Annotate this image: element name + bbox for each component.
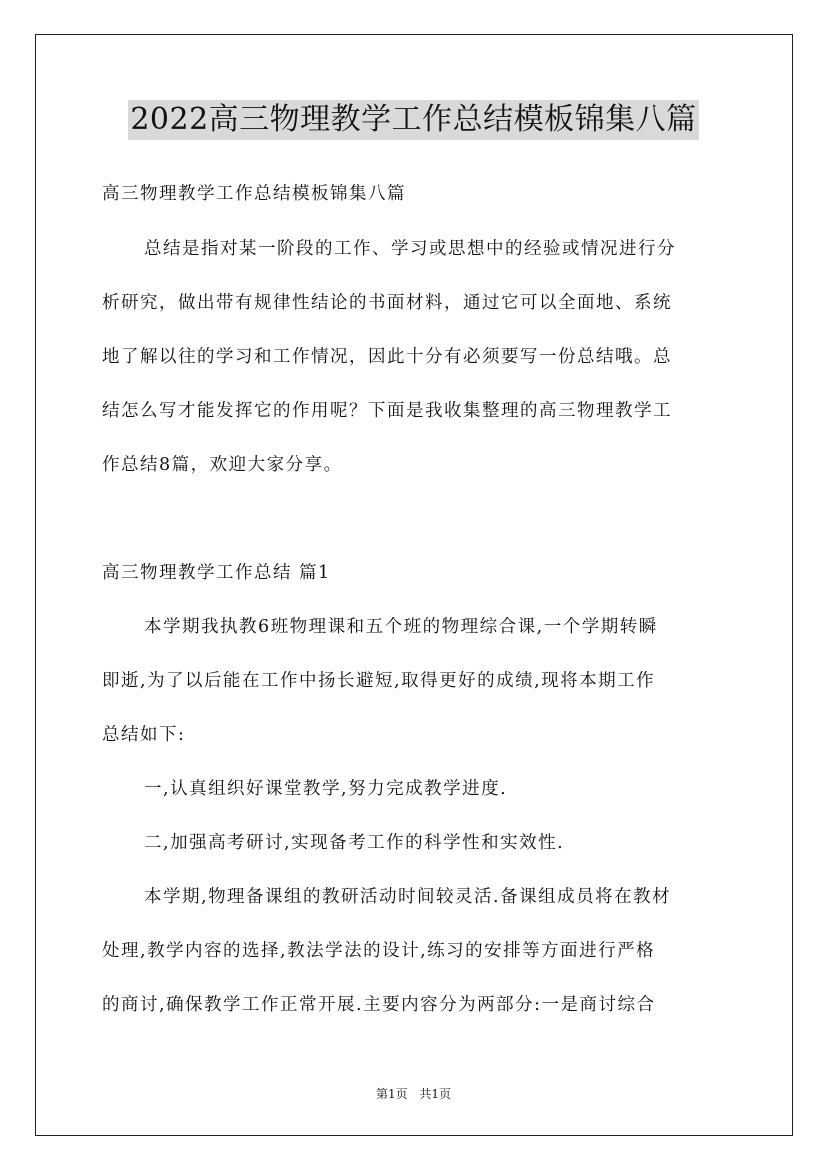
body-line: 本学期我执教6班物理课和五个班的物理综合课,一个学期转瞬 [144,617,658,637]
body-line: 总结如下: [102,725,186,745]
body-line: 即逝,为了以后能在工作中扬长避短,取得更好的成绩,现将本期工作 [102,671,656,691]
body-line: 一,认真组织好课堂教学,努力完成教学进度. [144,779,508,799]
page-footer [0,1087,827,1101]
intro-line: 总结是指对某一阶段的工作、学习或思想中的经验或情况进行分 [144,239,676,259]
intro-line: 析研究，做出带有规律性结论的书面材料，通过它可以全面地、系统 [102,293,672,313]
body-line: 二,加强高考研讨,实现备考工作的科学性和实效性. [144,833,565,853]
intro-line: 结怎么写才能发挥它的作用呢？下面是我收集整理的高三物理教学工 [102,401,672,421]
section-heading: 高三物理教学工作总结 篇1 [102,563,331,583]
intro-line: 作总结8篇，欢迎大家分享。 [102,455,343,475]
body-line: 处理,教学内容的选择,教法学法的设计,练习的安排等方面进行严格 [102,941,656,961]
page-total: 共1页 [419,1087,452,1101]
body-line: 的商讨,确保教学工作正常开展.主要内容分为两部分:一是商讨综合 [102,995,656,1015]
title-container [0,100,827,140]
body-line: 本学期,物理备课组的教研活动时间较灵活.备课组成员将在教材 [144,887,672,907]
page-number: 第1页 [375,1087,408,1101]
document-title: 2022高三物理教学工作总结模板锦集八篇 [128,100,698,140]
intro-line: 地了解以往的学习和工作情况，因此十分有必须要写一份总结哦。总 [102,347,672,367]
subtitle: 高三物理教学工作总结模板锦集八篇 [102,184,406,204]
